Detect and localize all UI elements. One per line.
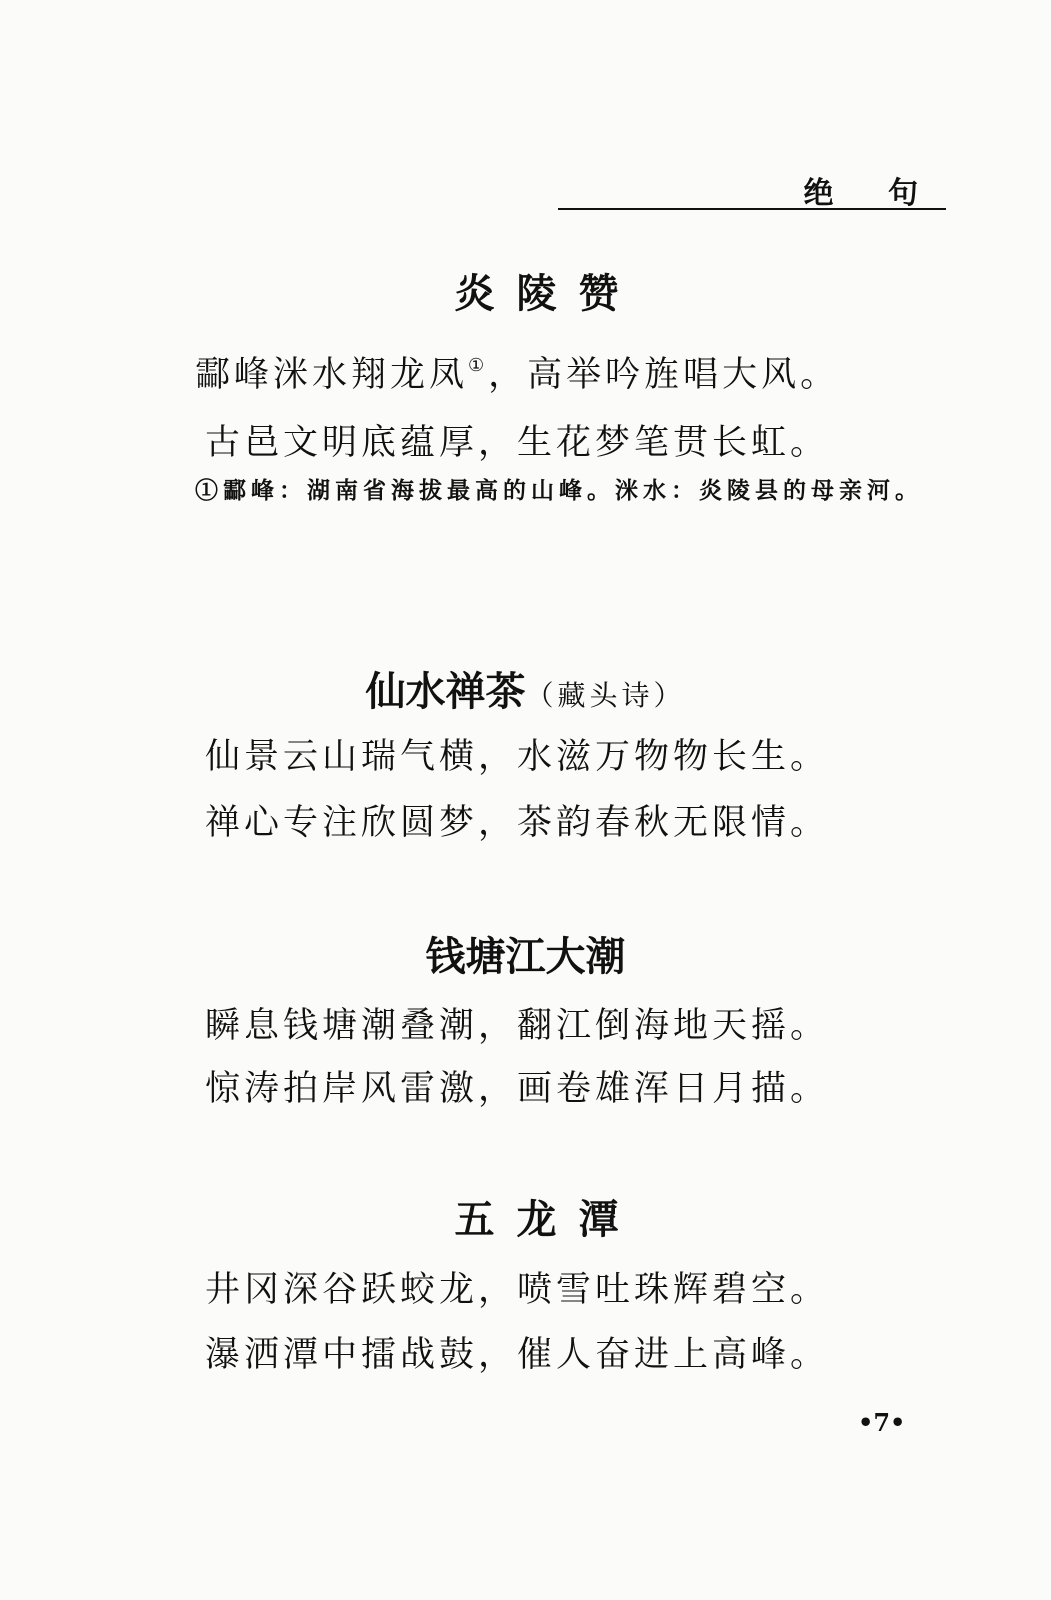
- poem-2-line-2: 禅心专注欣圆梦，茶韵春秋无限情。: [205, 803, 830, 843]
- poem-title-text: 仙水禅茶: [365, 668, 526, 715]
- footnote-marker: ①: [468, 355, 489, 376]
- section-title: 绝 句: [803, 176, 940, 211]
- poem-title-1: 炎陵赞: [454, 270, 641, 317]
- poem-4-line-2: 瀑洒潭中擂战鼓，催人奋进上高峰。: [205, 1335, 830, 1375]
- running-header: [558, 160, 946, 210]
- footnote: ①酃峰：湖南省海拔最高的山峰。洣水：炎陵县的母亲河。: [195, 477, 923, 504]
- poem-line-text: ，高举吟旌唱大风。: [488, 355, 840, 395]
- page-number: •7•: [858, 1408, 906, 1437]
- poem-line-text: 酃峰洣水翔龙凤: [195, 355, 469, 395]
- header-rule: [558, 208, 946, 210]
- poem-title-4: 五龙潭: [454, 1196, 641, 1243]
- poem-subtitle: （藏头诗）: [525, 679, 686, 712]
- poem-3-line-1: 瞬息钱塘潮叠潮，翻江倒海地天摇。: [205, 1006, 830, 1046]
- poem-2-line-1: 仙景云山瑞气横，水滋万物物长生。: [205, 737, 830, 777]
- poem-title-2: [0, 660, 1051, 717]
- poem-1-line-1: [195, 347, 839, 397]
- poem-3-line-2: 惊涛拍岸风雷激，画卷雄浑日月描。: [205, 1069, 830, 1109]
- poem-title-3: 钱塘江大潮: [425, 933, 626, 980]
- poem-1-line-2: 古邑文明底蕴厚，生花梦笔贯长虹。: [205, 423, 830, 463]
- poem-4-line-1: 井冈深谷跃蛟龙，喷雪吐珠辉碧空。: [205, 1270, 830, 1310]
